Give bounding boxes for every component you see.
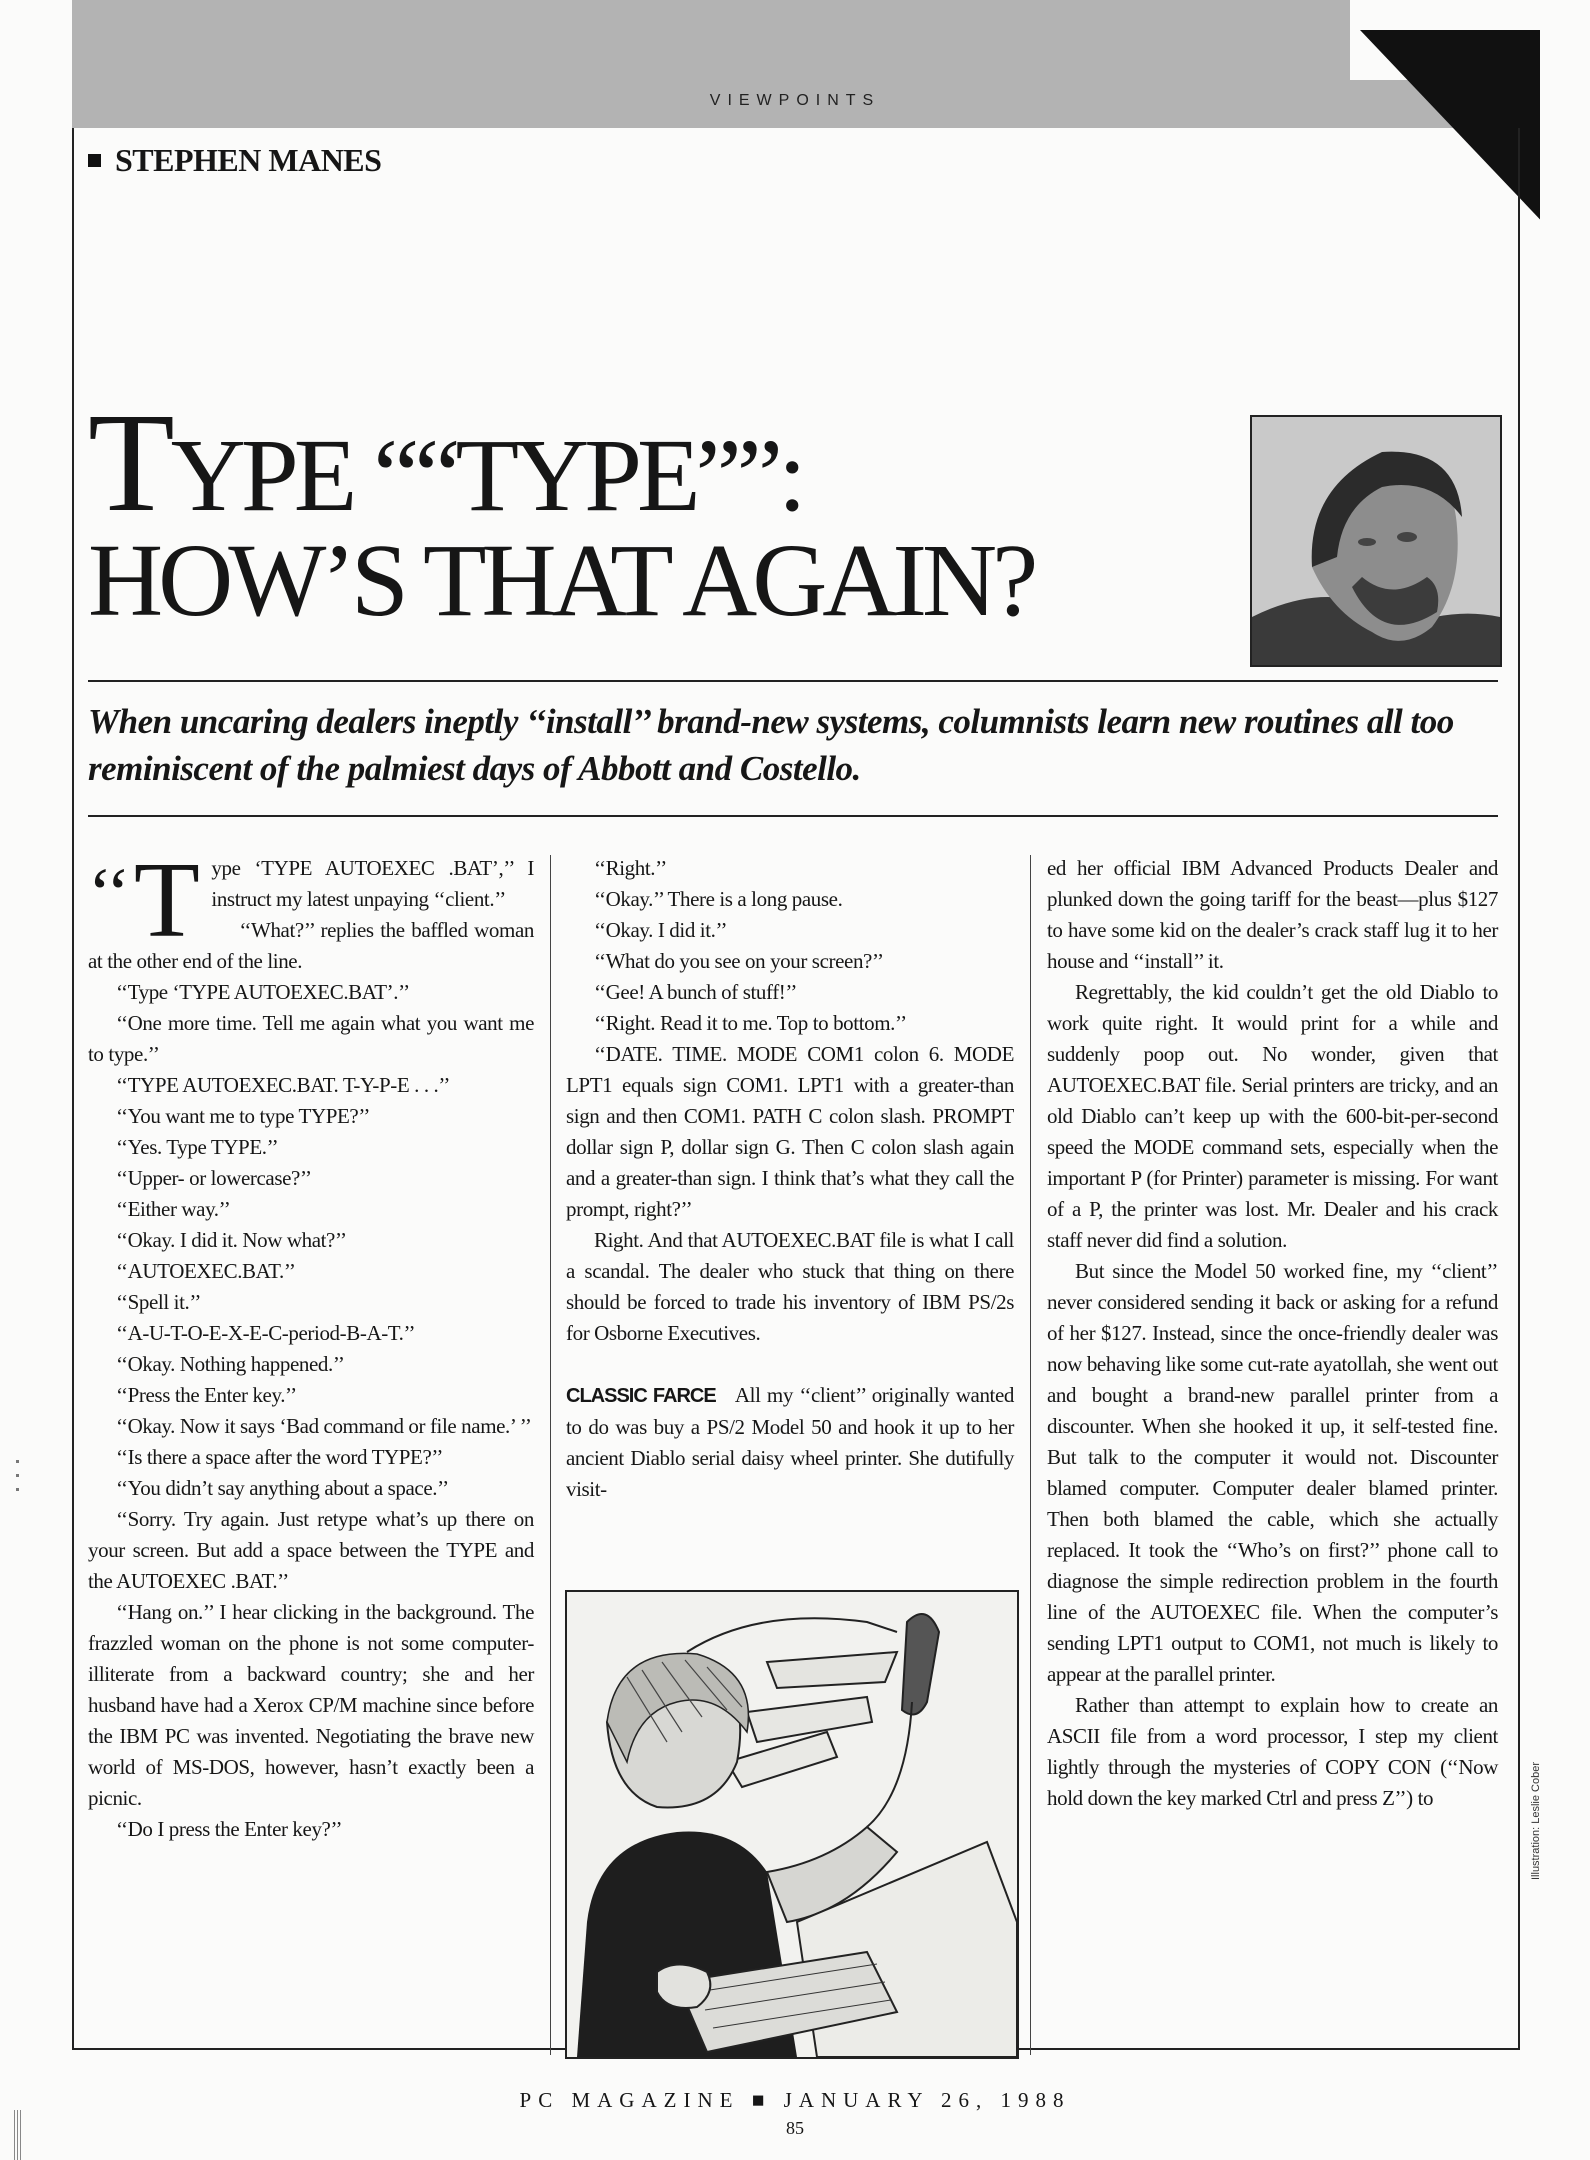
paragraph: ‘‘DATE. TIME. MODE COM1 colon 6. MODE LPT1 equals sign COM1. LPT1 with a greater-than sign and then COM1. PATH C colon slash. PROMPT dollar sign P, dollar sign G. Then C colon slash again and a greater-than sign. I think that’s what they call the prompt, right?’’ xyxy=(566,1042,1014,1221)
opening-quote: ‘‘ xyxy=(88,853,130,933)
paragraph: ‘‘One more time. Tell me again what you want me to type.’’ xyxy=(88,1011,534,1066)
headline-initial: T xyxy=(88,383,171,541)
paragraph: ‘‘Okay. I did it.’’ xyxy=(594,918,728,942)
headline xyxy=(88,383,1034,638)
paragraph: ‘‘Gee! A bunch of stuff!’’ xyxy=(594,980,798,1004)
paragraph: ‘‘Press the Enter key.’’ xyxy=(116,1383,297,1407)
footer-magazine: PC MAGAZINE ■ JANUARY 26, 1988 xyxy=(519,2088,1071,2112)
lead-text: ype ‘TYPE AUTOEXEC .BAT’,’’ I instruct my latest unpaying ‘‘client.’’ xyxy=(211,856,534,911)
frame-rule-right xyxy=(1518,128,1520,2048)
paragraph: Regrettably, the kid couldn’t get the old Diablo to work quite right. It would print for a while and suddenly poop out. No wonder, given that AUTOEXEC.BAT file. Serial printers are tricky, and an old Diablo can’t keep up with the 600-bit-per-second speed the MODE command sets, especially when the important P (for Printer) parameter is missing. For want of a P, the printer was lost. Mr. Dealer and his crack staff never did find a solution. xyxy=(1047,980,1498,1252)
paragraph: Right. And that AUTOEXEC.BAT file is what I call a scandal. The dealer who stuck that thing on there should be forced to trade his inventory of IBM PS/2s for Osborne Executives. xyxy=(566,1228,1014,1345)
column-rule-1 xyxy=(550,855,551,2055)
deck: When uncaring dealers ineptly ‘‘install’’ brand-new systems, columnists learn new routines all too reminiscent of the palmiest days of Abbott and Costello. xyxy=(88,702,1454,788)
page-corner-shadow xyxy=(1360,30,1550,230)
author-name: STEPHEN MANES xyxy=(115,142,382,178)
paragraph: ‘‘Spell it.’’ xyxy=(116,1290,201,1314)
column-3 xyxy=(1047,853,1498,1814)
bullet-square-icon xyxy=(88,154,101,167)
subhead: CLASSIC FARCE xyxy=(566,1385,716,1407)
scan-ticks xyxy=(14,2110,22,2160)
paragraph: ‘‘AUTOEXEC.BAT.’’ xyxy=(116,1259,296,1283)
frame-rule-left xyxy=(72,128,74,2048)
column-1 xyxy=(88,841,534,1845)
column-rule-2 xyxy=(1030,855,1031,2055)
drop-cap: T xyxy=(133,841,200,960)
author-portrait-image xyxy=(1252,417,1500,665)
paragraph: ‘‘Sorry. Try again. Just retype what’s up there on your screen. But add a space between the TYPE and the AUTOEXEC .BAT.’’ xyxy=(88,1507,534,1593)
page-number: 85 xyxy=(786,2118,804,2138)
page-edge xyxy=(1540,0,1590,240)
paragraph: ‘‘What?’’ replies the baffled woman at the other end of the line. xyxy=(88,918,534,973)
paragraph: ‘‘Upper- or lowercase?’’ xyxy=(116,1166,312,1190)
illustration-drawing xyxy=(567,1592,1017,2057)
paragraph: ‘‘Do I press the Enter key?’’ xyxy=(116,1817,343,1841)
paragraph: ‘‘Hang on.’’ I hear clicking in the background. The frazzled woman on the phone is not some computer-illiterate from a backward country; she and her husband have had a Xerox CP/M machine since before the IBM PC was invented. Negotiating the brave new world of MS-DOS, however, hasn’t exactly been a picnic. xyxy=(88,1600,534,1810)
deck-rule xyxy=(88,815,1498,817)
headline-rule xyxy=(88,680,1498,682)
paragraph: ‘‘Is there a space after the word TYPE?’’ xyxy=(116,1445,444,1469)
paragraph: ‘‘Okay.’’ There is a long pause. xyxy=(594,887,843,911)
paragraph: ‘‘TYPE AUTOEXEC.BAT. T-Y-P-E . . .’’ xyxy=(116,1073,451,1097)
paragraph: ‘‘Okay. I did it. Now what?’’ xyxy=(116,1228,347,1252)
margin-marks xyxy=(16,1460,19,1500)
paragraph: ‘‘Type ‘TYPE AUTOEXEC.BAT’.’’ xyxy=(116,980,410,1004)
paragraph: ‘‘A-U-T-O-E-X-E-C-period-B-A-T.’’ xyxy=(116,1321,416,1345)
illustration xyxy=(565,1590,1019,2059)
headline-line-1-rest: YPE ““TYPE””: xyxy=(170,418,802,533)
subhead-paragraph xyxy=(566,1380,1014,1505)
paragraph: ‘‘Yes. Type TYPE.’’ xyxy=(116,1135,279,1159)
author-portrait xyxy=(1250,415,1502,667)
subhead-text: All my ‘‘client’’ originally wanted to do was buy a PS/2 Model 50 and hook it up to her ancient Diablo serial daisy wheel printer. She dutifully visit- xyxy=(566,1383,1014,1501)
paragraph: ‘‘Okay. Now it says ‘Bad command or file name.’ ’’ xyxy=(116,1414,532,1438)
paragraph: Rather than attempt to explain how to create an ASCII file from a word processor, I step my client lightly through the mysteries of COPY CON (‘‘Now hold down the key marked Ctrl and press Z’’) to xyxy=(1047,1693,1498,1810)
paragraph: ‘‘You want me to type TYPE?’’ xyxy=(116,1104,370,1128)
paragraph: But since the Model 50 worked fine, my ‘‘client’’ never considered sending it back or asking for a refund of her $127. Instead, since the once-friendly dealer was now behaving like some cut-rate ayatollah, she went out and bought a brand-new parallel printer from a discounter. When she hooked it up, it self-tested fine. But talk to the computer it would not. Discounter blamed computer. Computer dealer blamed printer. Then both blamed the cable, which she actually replaced. It took the ‘‘Who’s on first?’’ phone call to diagnose the simple redirection problem in the fourth line of the AUTOEXEC file. When the computer’s sending LPT1 output to COM1, not much is likely to appear at the parallel printer. xyxy=(1047,1259,1498,1686)
paragraph: ‘‘You didn’t say anything about a space.’’ xyxy=(116,1476,449,1500)
headline-line-1 xyxy=(88,383,802,541)
paragraph: ‘‘Either way.’’ xyxy=(116,1197,231,1221)
headline-line-2: HOW’S THAT AGAIN? xyxy=(88,523,1034,638)
paragraph: ‘‘What do you see on your screen?’’ xyxy=(594,949,884,973)
paragraph: ed her official IBM Advanced Products Dealer and plunked down the going tariff for the beast—plus $127 to have some kid on the dealer’s crack staff lug it to her house and ‘‘install’’ it. xyxy=(1047,856,1498,973)
section-label: VIEWPOINTS xyxy=(709,92,881,109)
column-2 xyxy=(566,853,1014,1505)
paragraph: ‘‘Right. Read it to me. Top to bottom.’’ xyxy=(594,1011,907,1035)
byline xyxy=(88,142,381,179)
paragraph: ‘‘Right.’’ xyxy=(594,856,667,880)
illustration-credit: Illustration: Leslie Cober xyxy=(1530,1761,1542,1880)
paragraph: ‘‘Okay. Nothing happened.’’ xyxy=(116,1352,345,1376)
